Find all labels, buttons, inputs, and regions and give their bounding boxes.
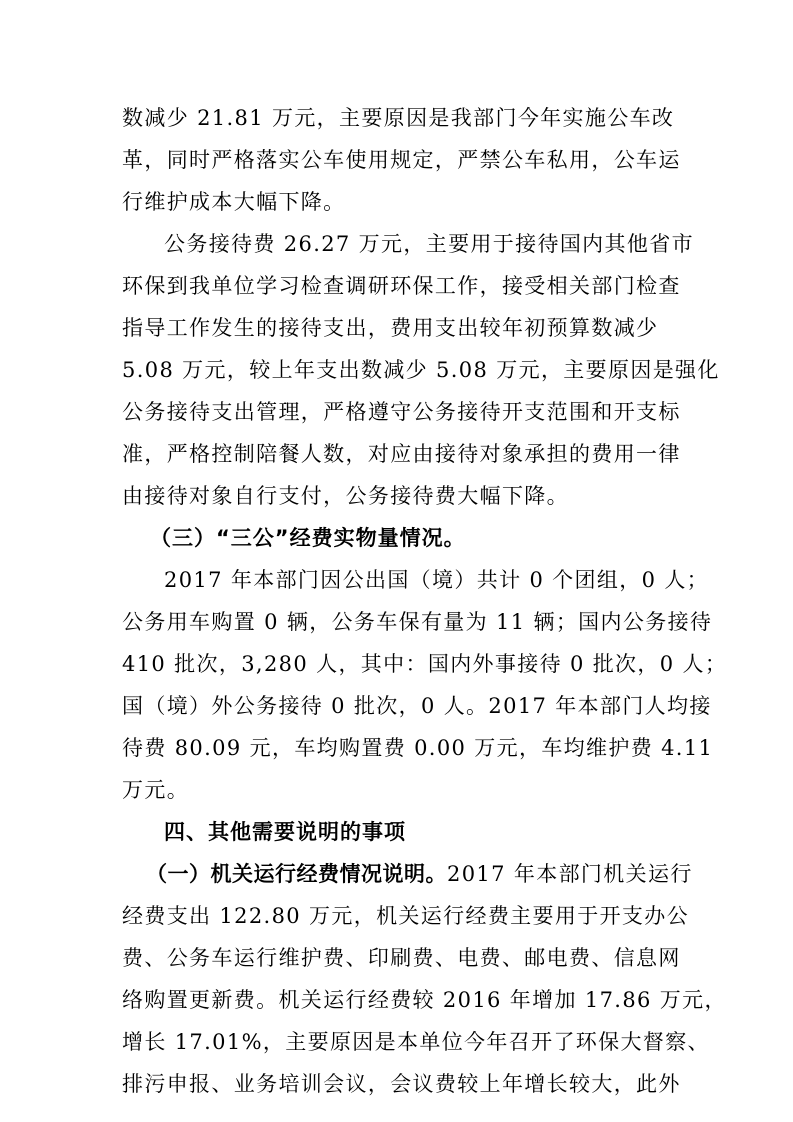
body-text-line: 经费支出 122.80 万元，机关运行经费主要用于开支办公 xyxy=(122,904,689,928)
paragraph-first-line: 2017 年本部门因公出国（境）共计 0 个团组，0 人； xyxy=(164,568,710,592)
body-text-line: 准，严格控制陪餐人数，对应由接待对象承担的费用一律 xyxy=(122,442,681,466)
body-text-line: 410 批次，3,280 人，其中：国内外事接待 0 批次，0 人； xyxy=(122,652,728,676)
body-text-run: 2017 年本部门机关运行 xyxy=(447,862,693,886)
section-subheading: （三）“三公”经费实物量情况。 xyxy=(150,526,466,550)
body-text-line: 费、公务车运行维护费、印刷费、电费、邮电费、信息网 xyxy=(122,946,681,970)
body-text-line: 5.08 万元，较上年支出数减少 5.08 万元，主要原因是强化 xyxy=(122,358,720,382)
body-text-line: 公务接待支出管理，严格遵守公务接待开支范围和开支标 xyxy=(122,400,681,424)
body-text-line: 增长 17.01%，主要原因是本单位今年召开了环保大督察、 xyxy=(122,1030,710,1054)
body-text-line: 万元。 xyxy=(122,778,190,802)
paragraph-first-line xyxy=(146,859,693,889)
body-text-line: 行维护成本大幅下降。 xyxy=(122,190,346,214)
body-text-line: 国（境）外公务接待 0 批次，0 人。2017 年本部门人均接 xyxy=(122,694,712,718)
body-text-line: 由接待对象自行支付，公务接待费大幅下降。 xyxy=(122,484,569,508)
subsection-heading-inline: （一）机关运行经费情况说明。 xyxy=(146,862,447,886)
body-text-line: 指导工作发生的接待支出，费用支出较年初预算数减少 xyxy=(122,316,659,340)
body-text-line: 排污申报、业务培训会议，会议费较上年增长较大，此外 xyxy=(122,1072,681,1096)
section-heading: 四、其他需要说明的事项 xyxy=(164,820,406,844)
body-text-line: 数减少 21.81 万元，主要原因是我部门今年实施公车改 xyxy=(122,106,675,130)
body-text-line: 环保到我单位学习检查调研环保工作，接受相关部门检查 xyxy=(122,274,681,298)
body-text-line: 公务用车购置 0 辆，公务车保有量为 11 辆；国内公务接待 xyxy=(122,610,713,634)
paragraph-first-line: 公务接待费 26.27 万元，主要用于接待国内其他省市 xyxy=(164,232,694,256)
body-text-line: 络购置更新费。机关运行经费较 2016 年增加 17.86 万元， xyxy=(122,988,727,1012)
body-text-line: 待费 80.09 元，车均购置费 0.00 万元，车均维护费 4.11 xyxy=(122,736,714,760)
body-text-line: 革，同时严格落实公车使用规定，严禁公车私用，公车运 xyxy=(122,148,681,172)
